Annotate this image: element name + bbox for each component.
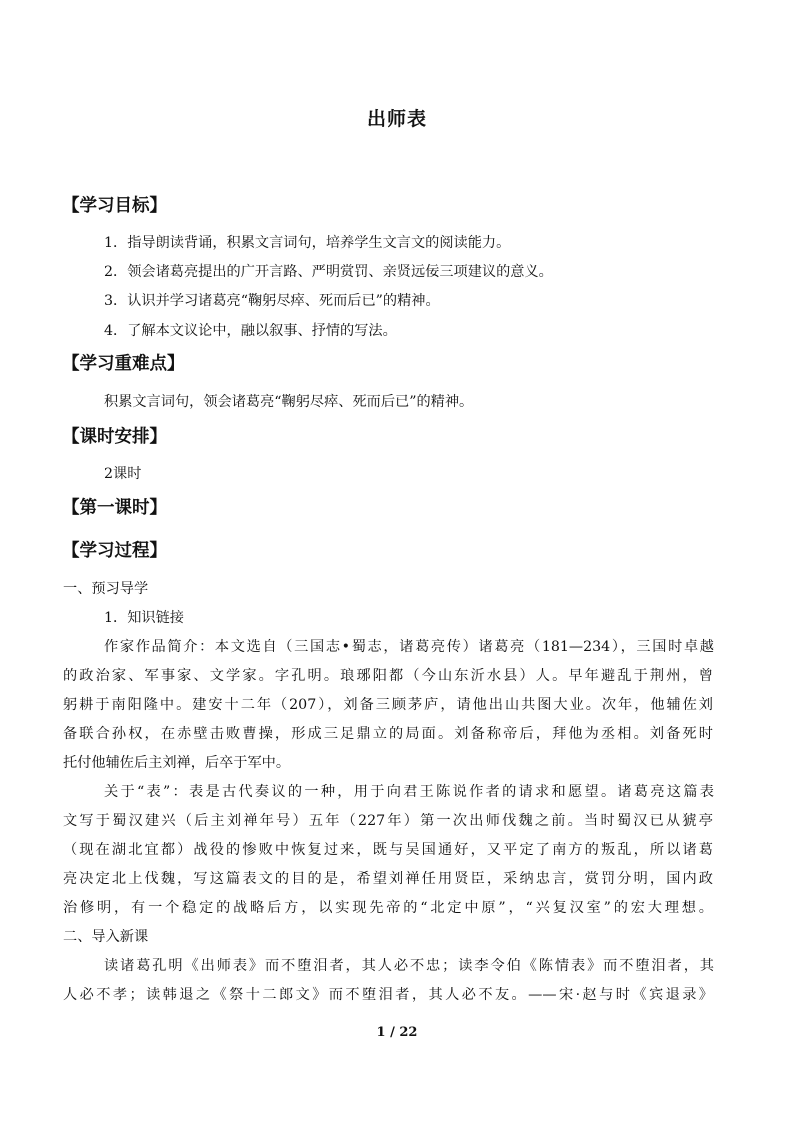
heading-objectives: 【学习目标】 — [62, 196, 167, 216]
page-number: 1 / 22 — [376, 1025, 418, 1040]
objective-item: 1．指导朗读背诵，积累文言词句，培养学生文言文的阅读能力。 — [104, 235, 511, 251]
key-points-text: 积累文言词句，领会诸葛亮“鞠躬尽瘁、死而后已”的精神。 — [104, 394, 474, 410]
paragraph-line: 的政治家、军事家、文学家。字孔明。琅琊阳都（今山东沂水县）人。早年避乱于荆州，曾 — [63, 668, 713, 684]
section-title-intro: 二、导入新课 — [63, 929, 149, 945]
heading-key-points: 【学习重难点】 — [62, 354, 185, 374]
document-title: 出师表 — [366, 108, 427, 130]
paragraph-line: 治修明，有一个稳定的战略后方，以实现先帝的“北定中原”，“兴复汉室”的宏大理想。 — [63, 900, 713, 916]
paragraph-line: 亮决定北上伐魏，写这篇表文的目的是，希望刘禅任用贤臣，采纳忠言，赏罚分明，国内政 — [63, 871, 713, 887]
paragraph-line: 躬耕于南阳隆中。建安十二年（207），刘备三顾茅庐，请他出山共图大业。次年，他辅佐刘 — [63, 697, 713, 713]
paragraph-line: 人必不孝；读韩退之《祭十二郎文》而不堕泪者，其人必不友。——宋·赵与时《宾退录》 — [63, 987, 713, 1003]
paragraph-line: 文写于蜀汉建兴（后主刘禅年号）五年（227年）第一次出师伐魏之前。当时蜀汉已从猇亭 — [63, 813, 713, 829]
paragraph-line: 托付他辅佐后主刘禅，后卒于军中。 — [63, 755, 291, 771]
objective-item: 4．了解本文议论中，融以叙事、抒情的写法。 — [104, 323, 397, 339]
objective-item: 2．领会诸葛亮提出的广开言路、严明赏罚、亲贤远佞三项建议的意义。 — [104, 264, 553, 280]
section-title-preview: 一、预习导学 — [63, 581, 149, 597]
objective-item: 3．认识并学习诸葛亮“鞠躬尽瘁、死而后已”的精神。 — [104, 293, 440, 309]
paragraph-line: （现在湖北宜都）战役的惨败中恢复过来，既与吴国通好，又平定了南方的叛乱，所以诸葛 — [63, 842, 713, 858]
heading-process: 【学习过程】 — [62, 541, 167, 561]
schedule-text: 2课时 — [104, 466, 142, 482]
subsection-knowledge-link: 1．知识链接 — [104, 610, 184, 626]
paragraph-line: 备联合孙权，在赤壁击败曹操，形成三足鼎立的局面。刘备称帝后，拜他为丞相。刘备死时 — [63, 726, 713, 742]
paragraph-line: 作家作品简介：本文选自（三国志•蜀志，诸葛亮传）诸葛亮（181—234），三国时卓越 — [104, 639, 714, 655]
heading-first-lesson: 【第一课时】 — [62, 498, 167, 518]
heading-schedule: 【课时安排】 — [62, 427, 167, 447]
paragraph-line: 读诸葛孔明《出师表》而不堕泪者，其人必不忠；读李令伯《陈情表》而不堕泪者，其 — [104, 958, 714, 974]
paragraph-line: 关于“表”：表是古代奏议的一种，用于向君王陈说作者的请求和愿望。诸葛亮这篇表 — [104, 784, 714, 800]
